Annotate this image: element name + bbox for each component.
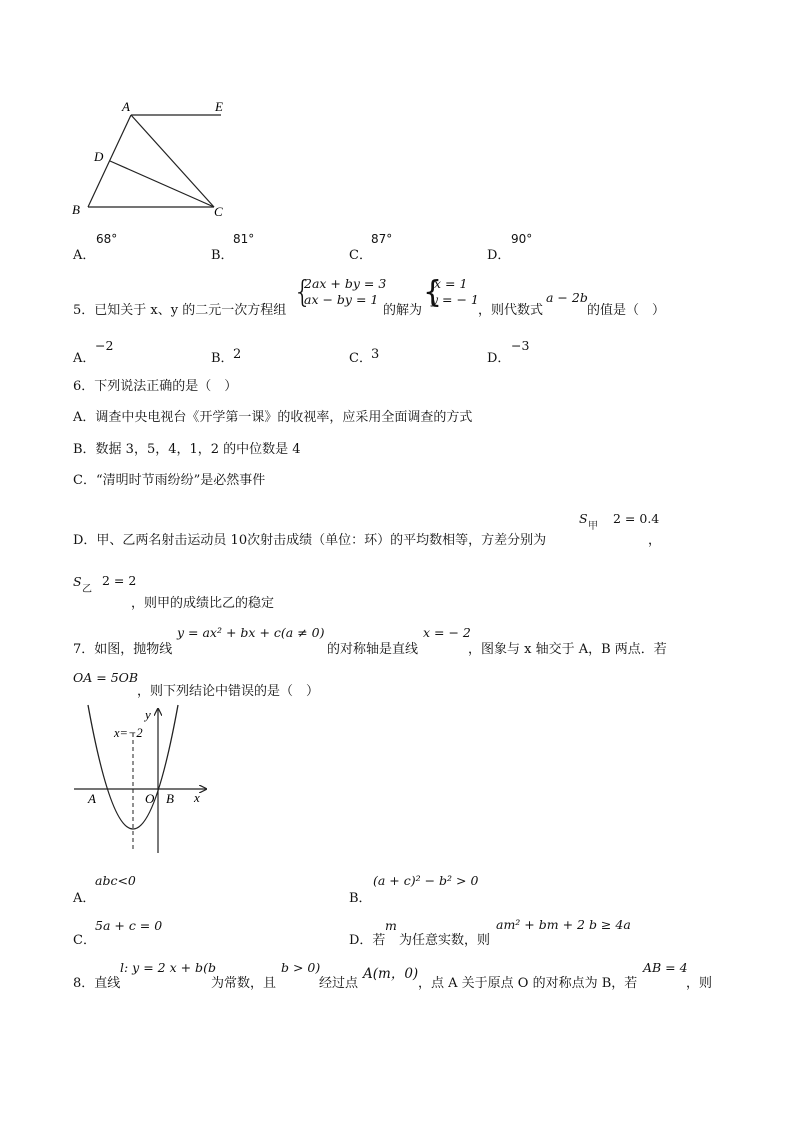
q4-option-a[interactable] bbox=[73, 232, 193, 262]
option-value: 68° bbox=[96, 232, 118, 246]
parabola-figure bbox=[68, 703, 218, 863]
q7-option-d[interactable] bbox=[349, 915, 669, 948]
option-value: 90° bbox=[511, 232, 533, 246]
option-value: 2 bbox=[233, 347, 242, 362]
option-value: am² + bm + 2 b ≥ 4a bbox=[496, 917, 631, 932]
triangle-figure bbox=[68, 95, 238, 225]
q7-mid: 的对称轴是直线 bbox=[327, 642, 419, 657]
option-prefix: D．若 bbox=[349, 933, 386, 948]
axis-label-x: x bbox=[194, 790, 200, 805]
q8-mid2: 经过点 bbox=[319, 976, 359, 991]
q4-option-b[interactable] bbox=[211, 232, 331, 262]
q7-suffix: ，图象与 x 轴交于 A，B 两点．若 bbox=[468, 642, 667, 657]
q6-comma: ， bbox=[648, 533, 662, 548]
option-letter: B． bbox=[211, 248, 234, 263]
q6-s-jia: S bbox=[579, 511, 588, 526]
label-A: A bbox=[122, 99, 130, 114]
q5-option-d[interactable] bbox=[487, 338, 607, 368]
q5-system-eq2: ax − by = 1 bbox=[304, 292, 379, 307]
q6-option-d[interactable] bbox=[73, 510, 733, 610]
option-value: −3 bbox=[511, 338, 530, 353]
option-value: (a + c)² − b² > 0 bbox=[373, 873, 479, 888]
q6-jia-value: 2 = 0.4 bbox=[613, 511, 660, 526]
q7-condition-suffix: ，则下列结论中错误的是（ ） bbox=[137, 684, 320, 699]
q7-prefix: 7．如图，抛物线 bbox=[73, 642, 173, 657]
option-value: 81° bbox=[233, 232, 255, 246]
option-value: 3 bbox=[371, 347, 380, 362]
q7-condition: OA = 5OB bbox=[73, 670, 139, 685]
q6-option-a[interactable]: A．调查中央电视台《开学第一课》的收视率，应采用全面调查的方式 bbox=[73, 410, 473, 425]
option-letter: C． bbox=[73, 933, 96, 948]
q5-system-eq1: 2ax + by = 3 bbox=[304, 276, 387, 291]
question-7 bbox=[73, 625, 733, 699]
option-letter: C． bbox=[349, 248, 372, 263]
option-letter: A． bbox=[73, 248, 96, 263]
q8-condition: b > 0) bbox=[281, 960, 321, 975]
q7-option-a[interactable] bbox=[73, 873, 323, 906]
q8-prefix: 8．直线 bbox=[73, 976, 121, 991]
point-B-label: B bbox=[166, 791, 174, 806]
option-letter: C． bbox=[349, 351, 372, 366]
label-B: B bbox=[72, 202, 80, 217]
point-O-label: O bbox=[145, 791, 155, 806]
q8-equation: l: y = 2 x + b(b bbox=[120, 960, 216, 975]
option-letter: D． bbox=[487, 351, 511, 366]
q6-d-end: ，则甲的成绩比乙的稳定 bbox=[131, 596, 275, 611]
q4-option-d[interactable] bbox=[487, 232, 607, 262]
question-8 bbox=[73, 958, 733, 998]
q8-mid3: ，点 A 关于原点 O 的对称点为 B，若 bbox=[418, 976, 638, 991]
label-E: E bbox=[215, 99, 223, 114]
option-letter: B． bbox=[349, 891, 372, 906]
q4-option-c[interactable] bbox=[349, 232, 469, 262]
q5-expression: a − 2b bbox=[546, 290, 588, 305]
q7-equation: y = ax² + bx + c(a ≠ 0) bbox=[177, 625, 325, 640]
point-A-label: A bbox=[88, 791, 96, 806]
q5-system-brace: { bbox=[293, 275, 313, 310]
q5-option-b[interactable] bbox=[211, 338, 331, 368]
option-value: 5a + c = 0 bbox=[95, 918, 163, 933]
q7-option-b[interactable] bbox=[349, 873, 599, 906]
option-m: m bbox=[385, 918, 397, 933]
q6-jia-sub: 甲 bbox=[588, 521, 598, 532]
q5-solution-brace: { bbox=[423, 275, 443, 310]
q5-option-c[interactable] bbox=[349, 338, 469, 368]
option-letter: D． bbox=[487, 248, 511, 263]
q6-yi-sub: 乙 bbox=[82, 584, 92, 595]
option-letter: A． bbox=[73, 351, 96, 366]
q5-suffix: 的值是（ ） bbox=[587, 303, 666, 318]
label-D: D bbox=[94, 149, 104, 164]
q6-yi-value: 2 = 2 bbox=[102, 573, 137, 588]
option-value: 87° bbox=[371, 232, 393, 246]
q5-solution-x: x = 1 bbox=[434, 276, 468, 291]
question-5 bbox=[73, 272, 723, 322]
q8-end: ，则 bbox=[686, 976, 713, 991]
q5-solution-y: y = − 1 bbox=[431, 292, 479, 307]
q5-mid2: ，则代数式 bbox=[478, 303, 544, 318]
q5-option-a[interactable] bbox=[73, 338, 193, 368]
option-letter: A． bbox=[73, 891, 96, 906]
option-value: abc<0 bbox=[95, 873, 136, 888]
symmetry-axis-label: x=−2 bbox=[114, 726, 143, 740]
label-C: C bbox=[214, 204, 223, 219]
segment-AC bbox=[131, 115, 214, 207]
q8-point: A(m，0) bbox=[363, 966, 419, 982]
q8-ab: AB = 4 bbox=[643, 960, 688, 975]
q6-option-c[interactable]: C．“清明时节雨纷纷”是必然事件 bbox=[73, 473, 266, 488]
q7-option-c[interactable] bbox=[73, 915, 323, 948]
q6-option-b[interactable]: B．数据 3，5，4，1，2 的中位数是 4 bbox=[73, 442, 301, 457]
option-value: −2 bbox=[95, 338, 114, 353]
option-mid: 为任意实数，则 bbox=[399, 933, 491, 948]
option-letter: B． bbox=[211, 351, 234, 366]
q8-mid: 为常数，且 bbox=[211, 976, 277, 991]
q6-s-yi: S bbox=[73, 574, 82, 589]
q6-stem: 6．下列说法正确的是（ ） bbox=[73, 379, 238, 394]
segment-DC bbox=[110, 161, 214, 207]
q5-mid: 的解为 bbox=[383, 303, 423, 318]
q5-prefix: 5．已知关于 x、y 的二元一次方程组 bbox=[73, 303, 287, 318]
q6-d-text: D．甲、乙两名射击运动员 10次射击成绩（单位：环）的平均数相等，方差分别为 bbox=[73, 533, 547, 548]
axis-label-y: y bbox=[145, 707, 151, 722]
q7-axis: x = − 2 bbox=[423, 625, 471, 640]
